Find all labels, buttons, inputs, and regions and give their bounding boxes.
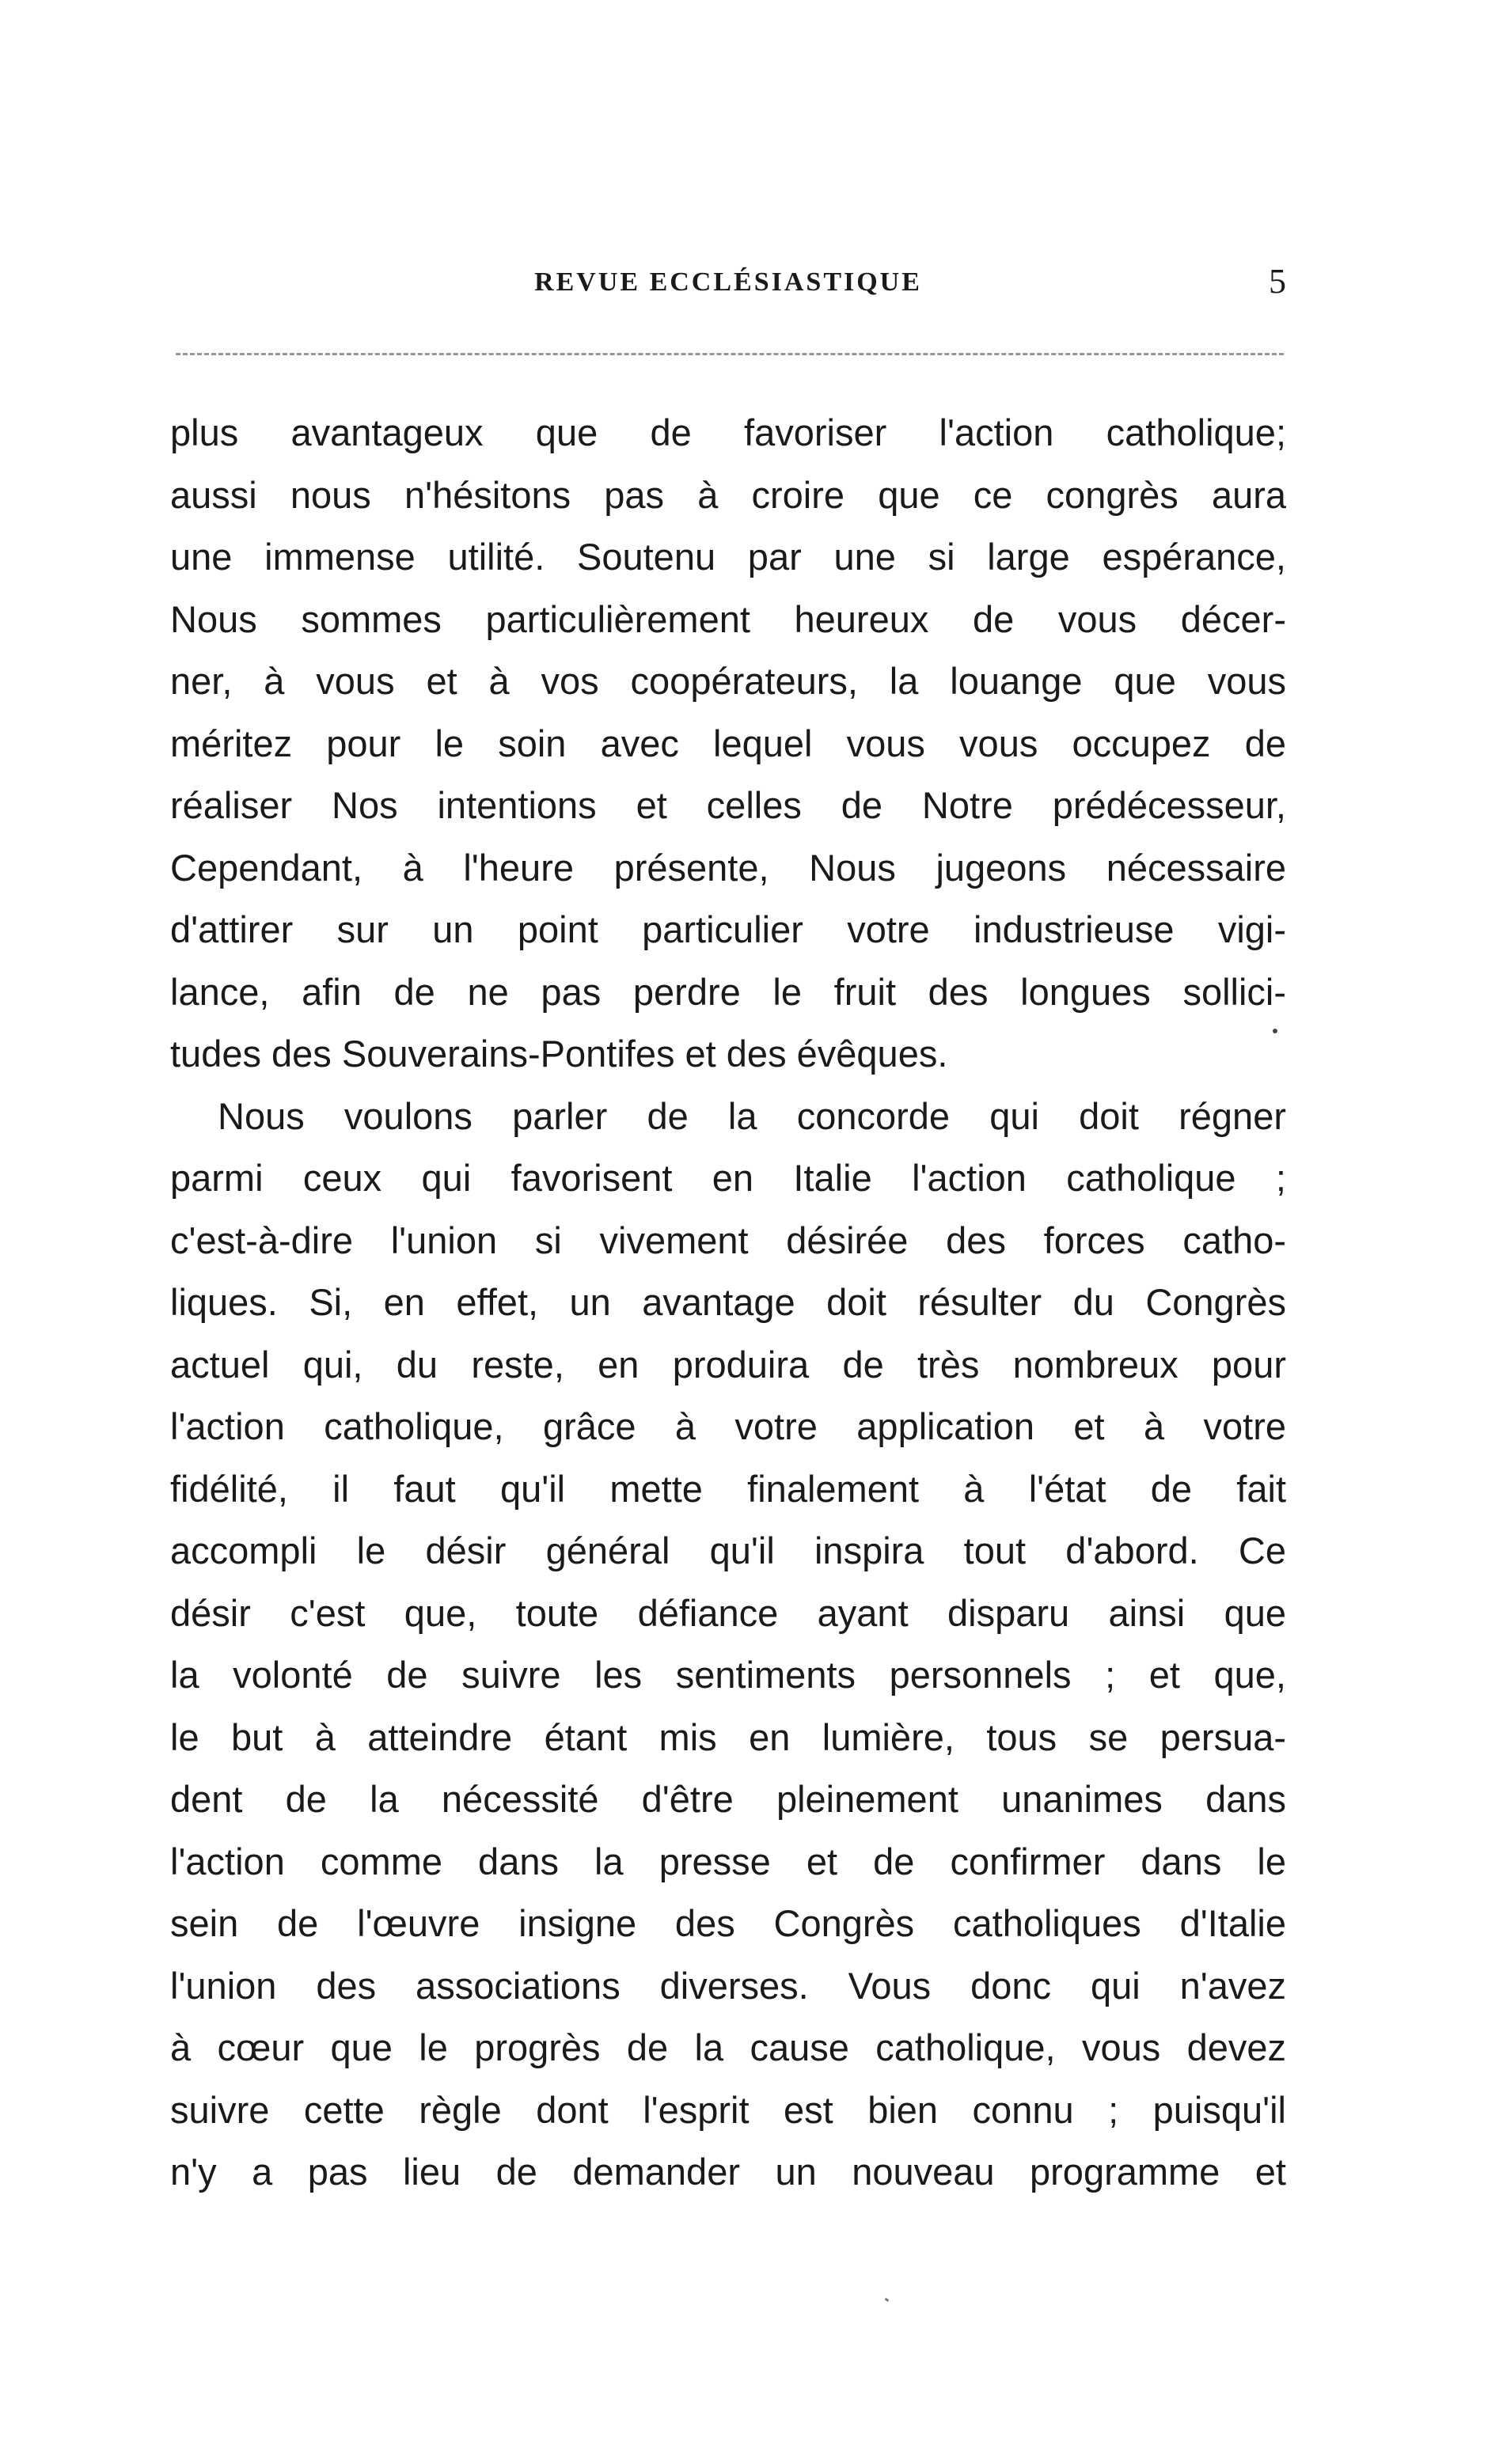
text-line-14: c'est-à-dire l'union si vivement désirée des forces catho-	[170, 1219, 1286, 1261]
print-speck	[1273, 1029, 1277, 1033]
text-line-13: parmi ceux qui favorisent en Italie l'action catholique ;	[170, 1157, 1286, 1199]
text-line-8: Cependant, à l'heure présente, Nous jugeons nécessaire	[170, 846, 1286, 889]
text-line-15: liques. Si, en effet, un avantage doit résulter du Congrès	[170, 1281, 1286, 1323]
text-line-4: Nous sommes particulièrement heureux de vous décer-	[170, 597, 1286, 640]
text-line-24: l'action comme dans la presse et de confirmer dans le	[170, 1840, 1286, 1882]
header-rule	[176, 353, 1284, 355]
text-line-22: le but à atteindre étant mis en lumière, tous se persua-	[170, 1715, 1286, 1758]
text-line-1: plus avantageux que de favoriser l'action catholique;	[170, 411, 1286, 453]
text-line-10: lance, afin de ne pas perdre le fruit des longues sollici-	[170, 970, 1286, 1013]
text-line-11: tudes des Souverains-Pontifes et des évêques.	[170, 1033, 948, 1075]
text-line-28: suivre cette règle dont l'esprit est bien connu ; puisqu'il	[170, 2088, 1286, 2131]
text-line-17: l'action catholique, grâce à votre application et à votre	[170, 1405, 1286, 1447]
text-line-19: accompli le désir général qu'il inspira tout d'abord. Ce	[170, 1530, 1286, 1571]
text-line-6: méritez pour le soin avec lequel vous vous occupez de	[170, 722, 1286, 764]
text-line-9: d'attirer sur un point particulier votre industrieuse vigi-	[170, 908, 1286, 950]
text-line-2: aussi nous n'hésitons pas à croire que ce congrès aura	[170, 473, 1286, 516]
text-line-21: la volonté de suivre les sentiments personnels ; et que,	[170, 1654, 1286, 1696]
running-title: REVUE ECCLÉSIASTIQUE	[534, 267, 922, 297]
text-line-7: réaliser Nos intentions et celles de Notre prédécesseur,	[170, 784, 1286, 826]
text-line-16: actuel qui, du reste, en produira de très nombreux pour	[170, 1343, 1286, 1386]
text-line-3: une immense utilité. Soutenu par une si large espérance,	[170, 536, 1286, 578]
text-line-29: n'y a pas lieu de demander un nouveau programme et	[170, 2151, 1286, 2193]
running-head	[170, 262, 1286, 315]
text-line-18: fidélité, il faut qu'il mette finalement à l'état de fait	[170, 1467, 1286, 1510]
text-line-20: désir c'est que, toute défiance ayant disparu ainsi que	[170, 1591, 1286, 1634]
text-line-26: l'union des associations diverses. Vous donc qui n'avez	[170, 1964, 1286, 2007]
text-line-27: à cœur que le progrès de la cause catholique, vous devez	[170, 2026, 1286, 2068]
text-line-5: ner, à vous et à vos coopérateurs, la louange que vous	[170, 660, 1286, 702]
print-speck-lower	[885, 2298, 890, 2302]
page-number: 5	[1269, 262, 1286, 301]
body-text	[170, 402, 1286, 2204]
text-line-25: sein de l'œuvre insigne des Congrès catholiques d'Italie	[170, 1902, 1286, 1944]
text-line-12: Nous voulons parler de la concorde qui doit régner	[218, 1094, 1286, 1137]
text-line-23: dent de la nécessité d'être pleinement unanimes dans	[170, 1778, 1286, 1820]
